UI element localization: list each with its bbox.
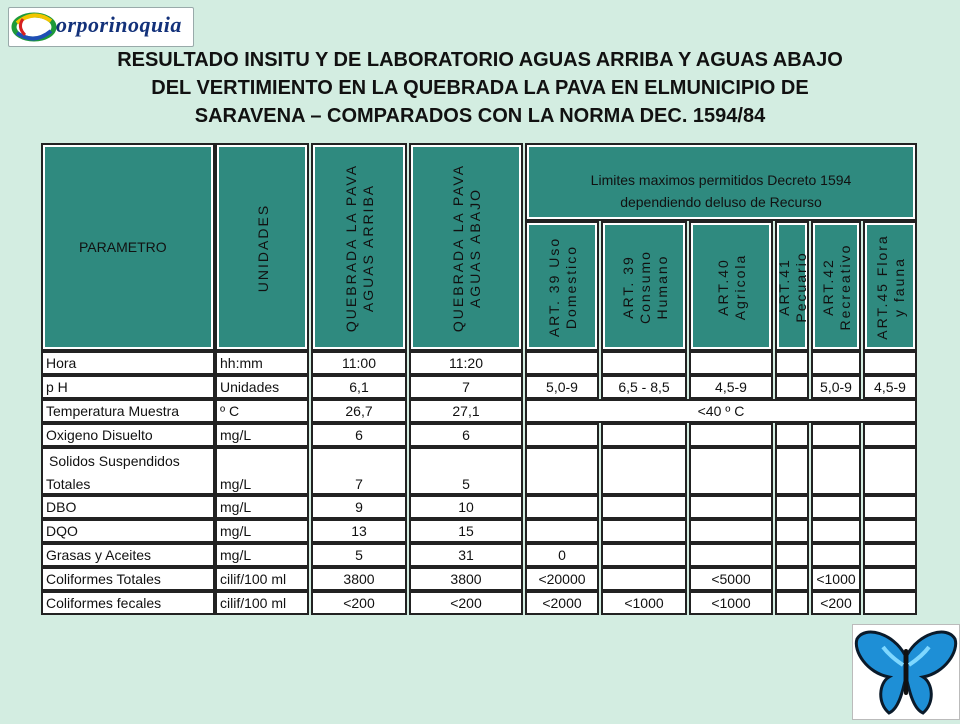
row-9-arriba — [312, 568, 406, 590]
header-arriba-label — [343, 149, 377, 347]
row-2-a45-value: 4,5-9 — [874, 379, 906, 395]
header-unidades — [216, 144, 308, 350]
row-6-unit — [216, 496, 308, 518]
header-art39d — [526, 222, 598, 350]
header-limites — [526, 144, 916, 220]
row-4-param — [42, 424, 214, 446]
row-9-a42 — [812, 568, 860, 590]
header-art42-label — [820, 227, 854, 347]
header-arriba-label-line-1: QUEBRADA LA PAVA — [343, 163, 359, 333]
row-7-unit — [216, 520, 308, 542]
row-5-arriba — [312, 448, 406, 494]
row-5-a40 — [690, 448, 772, 494]
header-abajo-label — [450, 149, 484, 347]
row-10-a39d — [526, 592, 598, 614]
row-2-arriba — [312, 376, 406, 398]
row-1-a39d — [526, 352, 598, 374]
row-3-unit-label: º C — [220, 403, 240, 419]
row-1-a41 — [776, 352, 808, 374]
row-5-param-line-2: Totales — [46, 476, 91, 492]
row-10-a41 — [776, 592, 808, 614]
row-3-param-label: Temperatura Muestra — [46, 403, 180, 419]
row-3-abajo — [410, 400, 522, 422]
page-title — [20, 46, 940, 130]
row-4-param-label: Oxigeno Disuelto — [46, 427, 153, 443]
header-limites-label — [527, 169, 915, 213]
row-7-a42 — [812, 520, 860, 542]
header-parametro-label: PARAMETRO — [79, 239, 167, 255]
header-art40-label-line-2: Agricola — [732, 253, 748, 321]
butterfly-icon — [853, 625, 959, 719]
header-parametro — [42, 144, 214, 350]
row-8-abajo — [410, 544, 522, 566]
header-art41-label — [776, 227, 810, 347]
row-7-a45 — [864, 520, 916, 542]
row-10-param — [42, 592, 214, 614]
header-unidades-label — [255, 149, 272, 347]
header-art42-label-line-1: ART.42 — [820, 258, 836, 316]
row-7-abajo-value: 15 — [458, 523, 474, 539]
row-9-unit-label: cilif/100 ml — [220, 571, 287, 587]
header-art45 — [864, 222, 916, 350]
row-6-a41 — [776, 496, 808, 518]
row-5-abajo-value: 5 — [462, 476, 470, 492]
row-2-a42-value: 5,0-9 — [820, 379, 852, 395]
header-art40 — [690, 222, 772, 350]
butterfly-image — [852, 624, 960, 720]
row-2-a42 — [812, 376, 860, 398]
row-8-a39c — [602, 544, 686, 566]
row-8-a42 — [812, 544, 860, 566]
row-7-arriba-value: 13 — [351, 523, 367, 539]
row-10-abajo — [410, 592, 522, 614]
row-10-a42-value: <200 — [820, 595, 852, 611]
row-6-unit-label: mg/L — [220, 499, 252, 515]
header-art41 — [776, 222, 808, 350]
row-1-abajo — [410, 352, 522, 374]
row-2-arriba-value: 6,1 — [349, 379, 369, 395]
row-9-a40 — [690, 568, 772, 590]
row-10-unit-label: cilif/100 ml — [220, 595, 287, 611]
row-9-a39c — [602, 568, 686, 590]
row-1-arriba — [312, 352, 406, 374]
row-2-a41 — [776, 376, 808, 398]
row-10-a42 — [812, 592, 860, 614]
row-4-a39c — [602, 424, 686, 446]
title-line-2: DEL VERTIMIENTO EN LA QUEBRADA LA PAVA EN ELMUNICIPIO DE — [151, 77, 809, 99]
row-5-param — [42, 448, 214, 494]
row-7-param — [42, 520, 214, 542]
header-art45-label-line-2: y fauna — [891, 257, 907, 317]
row-1-unit-label: hh:mm — [220, 355, 263, 371]
row-7-unit-label: mg/L — [220, 523, 252, 539]
row-9-a41 — [776, 568, 808, 590]
row-7-a39d — [526, 520, 598, 542]
header-art39c-label-line-3: Humano — [653, 254, 670, 320]
row-6-param — [42, 496, 214, 518]
row-10-a40 — [690, 592, 772, 614]
row-10-a39c-value: <1000 — [624, 595, 664, 611]
row-1-param-label: Hora — [46, 355, 77, 371]
header-art45-label-line-1: ART.45 Flora — [874, 234, 890, 340]
row-9-a39d-value: <20000 — [538, 571, 586, 587]
header-abajo-label-line-1: QUEBRADA LA PAVA — [450, 163, 466, 333]
row-9-a42-value: <1000 — [816, 571, 856, 587]
row-6-a42 — [812, 496, 860, 518]
row-8-a39d — [526, 544, 598, 566]
row-8-a45 — [864, 544, 916, 566]
row-1-abajo-value: 11:20 — [449, 355, 483, 371]
row-1-a40 — [690, 352, 772, 374]
row-6-a40 — [690, 496, 772, 518]
row-9-arriba-value: 3800 — [343, 571, 375, 587]
row-6-a39d — [526, 496, 598, 518]
row-3-arriba — [312, 400, 406, 422]
header-art39c-label — [620, 227, 671, 347]
row-7-param-label: DQO — [46, 523, 78, 539]
header-art40-label-line-1: ART.40 — [715, 258, 731, 316]
row-5-a45 — [864, 448, 916, 494]
row-10-a45 — [864, 592, 916, 614]
row-3-abajo-value: 27,1 — [452, 403, 480, 419]
row-1-a45 — [864, 352, 916, 374]
header-art39c-label-line-1: ART. 39 — [619, 255, 636, 319]
title-line-1: RESULTADO INSITU Y DE LABORATORIO AGUAS ARRIBA Y AGUAS ABAJO — [117, 49, 843, 71]
header-art39d-label-line-1: ART. 39 Uso — [546, 236, 562, 338]
row-4-unit — [216, 424, 308, 446]
row-8-unit-label: mg/L — [220, 547, 252, 563]
row-10-unit — [216, 592, 308, 614]
row-8-a41 — [776, 544, 808, 566]
row-5-a41 — [776, 448, 808, 494]
row-8-arriba — [312, 544, 406, 566]
row-7-abajo — [410, 520, 522, 542]
row-7-arriba — [312, 520, 406, 542]
row-5-unit-label: mg/L — [220, 476, 252, 492]
row-2-a39c — [602, 376, 686, 398]
row-4-a42 — [812, 424, 860, 446]
row-8-arriba-value: 5 — [355, 547, 363, 563]
row-2-a39d — [526, 376, 598, 398]
row-2-a40 — [690, 376, 772, 398]
row-6-param-label: DBO — [46, 499, 77, 515]
row-6-a39c — [602, 496, 686, 518]
swirl-logo-icon — [11, 9, 57, 45]
header-unidades-label-line-1: UNIDADES — [254, 203, 271, 293]
row-6-arriba-value: 9 — [355, 499, 363, 515]
header-art39d-label-line-2: Domestico — [563, 244, 579, 330]
header-limites-line-1: Limites maximos permitidos Decreto 1594 — [590, 172, 852, 188]
row-1-a42 — [812, 352, 860, 374]
row-2-a45 — [864, 376, 916, 398]
header-art41-label-line-2: Pecuario — [793, 251, 809, 323]
row-9-param — [42, 568, 214, 590]
row-2-unit-label: Unidades — [220, 379, 280, 395]
row-5-param-line-1: Solidos Suspendidos — [49, 453, 180, 469]
row-10-arriba-value: <200 — [343, 595, 375, 611]
row-10-a40-value: <1000 — [711, 595, 751, 611]
row-2-param-label: p H — [46, 379, 68, 395]
header-art42-label-line-2: Recreativo — [837, 243, 853, 331]
header-art41-label-line-1: ART.41 — [776, 258, 792, 316]
header-limites-line-2: dependiendo deluso de Recurso — [620, 194, 822, 210]
row-7-a40 — [690, 520, 772, 542]
row-10-a39d-value: <2000 — [542, 595, 582, 611]
row-2-unit — [216, 376, 308, 398]
row-10-a39c — [602, 592, 686, 614]
row-10-arriba — [312, 592, 406, 614]
row-6-abajo-value: 10 — [458, 499, 474, 515]
row-4-abajo-value: 6 — [462, 427, 470, 443]
row-5-a42 — [812, 448, 860, 494]
row-8-param — [42, 544, 214, 566]
row-8-a39d-value: 0 — [558, 547, 566, 563]
row-7-a39c — [602, 520, 686, 542]
row-1-arriba-value: 11:00 — [342, 355, 376, 371]
row-4-arriba — [312, 424, 406, 446]
row-4-arriba-value: 6 — [355, 427, 363, 443]
row-8-param-label: Grasas y Aceites — [46, 547, 152, 563]
row-7-a41 — [776, 520, 808, 542]
row-8-unit — [216, 544, 308, 566]
row-4-unit-label: mg/L — [220, 427, 252, 443]
row-10-abajo-value: <200 — [450, 595, 482, 611]
row-3-merged-limit — [526, 400, 916, 422]
row-2-a39c-value: 6,5 - 8,5 — [618, 379, 670, 395]
row-5-a39c — [602, 448, 686, 494]
row-3-unit — [216, 400, 308, 422]
row-2-abajo-value: 7 — [462, 379, 470, 395]
row-5-abajo — [410, 448, 522, 494]
row-3-merged-limit-value: <40 º C — [697, 403, 745, 419]
row-8-abajo-value: 31 — [458, 547, 474, 563]
row-9-a39d — [526, 568, 598, 590]
row-2-abajo — [410, 376, 522, 398]
header-arriba-label-line-2: AGUAS ARRIBA — [360, 183, 376, 313]
row-9-a45 — [864, 568, 916, 590]
row-6-arriba — [312, 496, 406, 518]
header-aguas-arriba — [312, 144, 406, 350]
row-6-abajo — [410, 496, 522, 518]
row-1-param — [42, 352, 214, 374]
header-art39c-label-line-2: Consumo — [636, 250, 653, 324]
row-4-abajo — [410, 424, 522, 446]
header-abajo-label-line-2: AGUAS ABAJO — [467, 187, 483, 309]
row-6-a45 — [864, 496, 916, 518]
logo-wordmark: orporinoquia — [56, 12, 182, 37]
row-1-unit — [216, 352, 308, 374]
row-9-abajo — [410, 568, 522, 590]
row-9-param-label: Coliformes Totales — [46, 571, 161, 587]
header-art39c — [602, 222, 686, 350]
row-9-abajo-value: 3800 — [450, 571, 482, 587]
row-4-a45 — [864, 424, 916, 446]
row-4-a39d — [526, 424, 598, 446]
row-5-arriba-value: 7 — [355, 476, 363, 492]
row-8-a40 — [690, 544, 772, 566]
row-10-param-label: Coliformes fecales — [46, 595, 162, 611]
row-4-a41 — [776, 424, 808, 446]
row-2-a40-value: 4,5-9 — [715, 379, 747, 395]
row-3-arriba-value: 26,7 — [345, 403, 373, 419]
row-9-a40-value: <5000 — [711, 571, 751, 587]
row-2-param — [42, 376, 214, 398]
row-3-param — [42, 400, 214, 422]
header-art45-label — [874, 227, 908, 347]
row-4-a40 — [690, 424, 772, 446]
header-art40-label — [715, 227, 749, 347]
row-5-a39d — [526, 448, 598, 494]
row-9-unit — [216, 568, 308, 590]
header-aguas-abajo — [410, 144, 522, 350]
row-1-a39c — [602, 352, 686, 374]
row-5-unit — [216, 448, 308, 494]
corporinoquia-logo — [8, 7, 194, 47]
title-line-3: SARAVENA – COMPARADOS CON LA NORMA DEC. 1594/84 — [194, 105, 766, 127]
row-2-a39d-value: 5,0-9 — [546, 379, 578, 395]
header-art39d-label — [546, 227, 580, 347]
header-art42 — [812, 222, 860, 350]
